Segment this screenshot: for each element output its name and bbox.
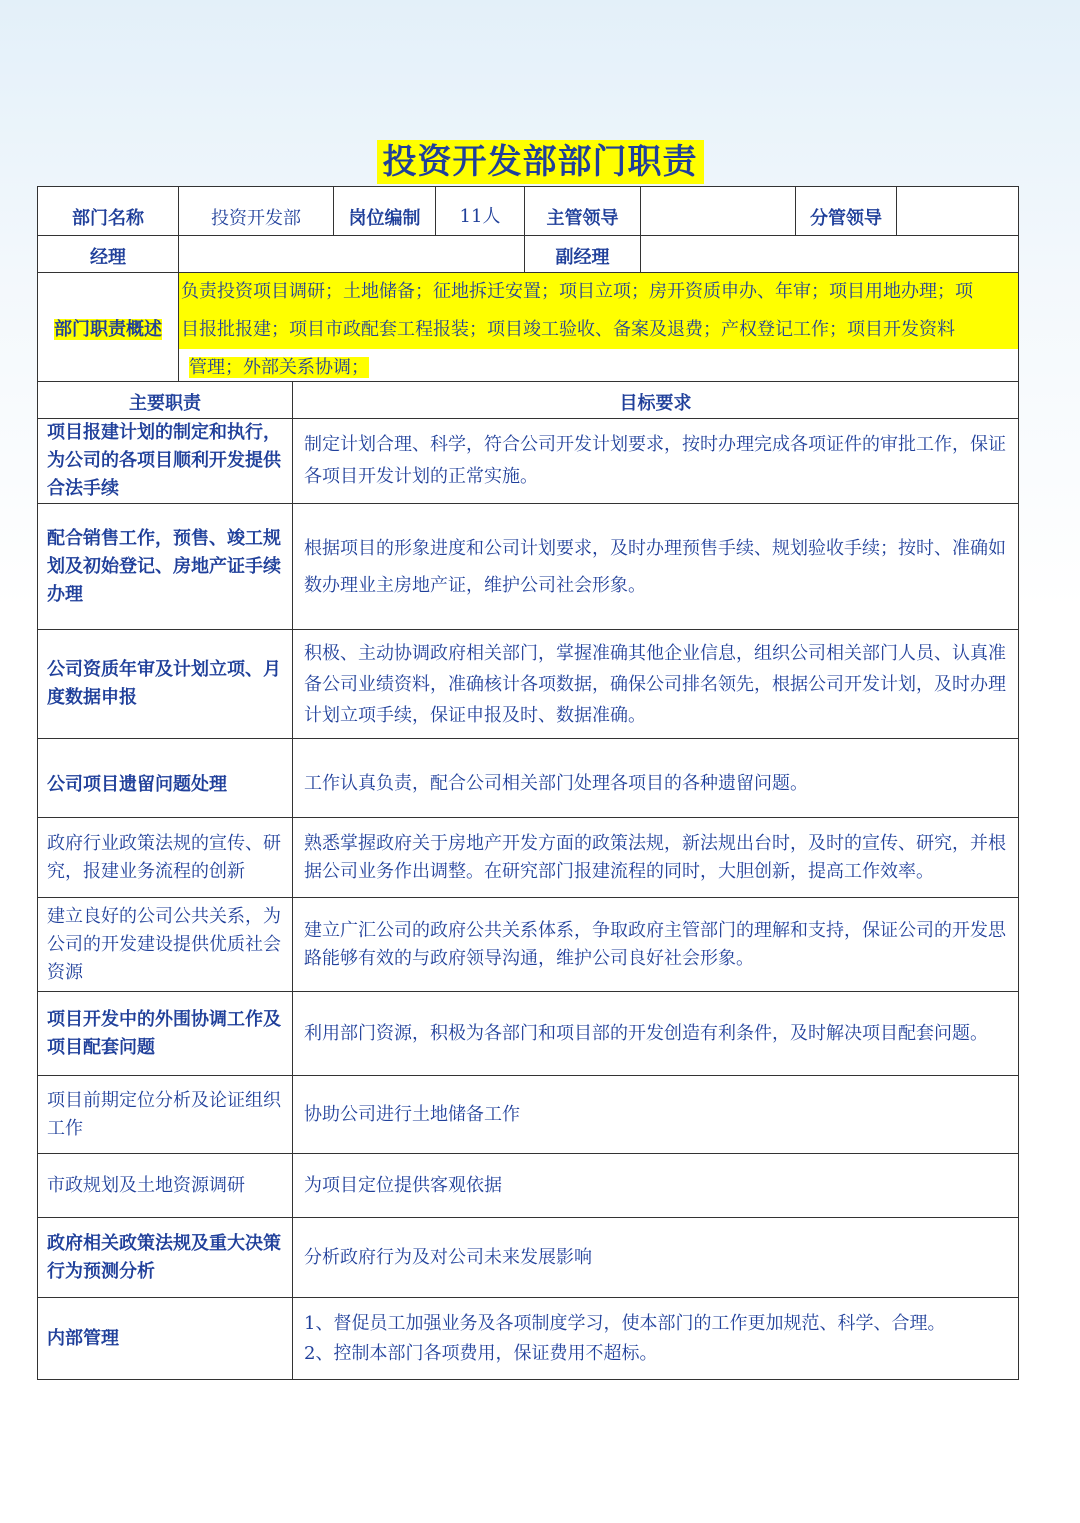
- table-row: [38, 504, 1019, 630]
- overview-label-cell: [38, 273, 179, 388]
- overview-line-2: 目报批报建；项目市政配套工程报装；项目竣工验收、备案及退费；产权登记工作；项目开发资料: [181, 319, 955, 340]
- page-title-wrap: [0, 140, 1080, 184]
- dept-name-value: 投资开发部: [179, 187, 334, 236]
- target-cell: [293, 1298, 1019, 1380]
- duty-cell: 公司资质年审及计划立项、月度数据申报: [38, 630, 293, 739]
- table-row: [38, 898, 1019, 992]
- target-line-1: 1、督促员工加强业务及各项制度学习，使本部门的工作更加规范、科学、合理。: [304, 1312, 946, 1334]
- target-cell: 为项目定位提供客观依据: [293, 1154, 1019, 1218]
- division-leader-label: 分管领导: [796, 187, 897, 236]
- table-row: [38, 1154, 1019, 1218]
- header-table: [37, 186, 1019, 388]
- table-row: [38, 1218, 1019, 1298]
- duty-cell: 市政规划及土地资源调研: [38, 1154, 293, 1218]
- duty-cell: 建立良好的公司公共关系，为公司的开发建设提供优质社会资源: [38, 898, 293, 992]
- table-row: [38, 1076, 1019, 1154]
- target-cell: 制定计划合理、科学，符合公司开发计划要求，按时办理完成各项证件的审批工作，保证各项目开发计划的正常实施。: [293, 419, 1019, 504]
- overview-label: 部门职责概述: [54, 319, 162, 340]
- col-header-duty: 主要职责: [38, 382, 293, 419]
- target-cell: 建立广汇公司的政府公共关系体系，争取政府主管部门的理解和支持，保证公司的开发思路能够有效的与政府领导沟通，维护公司良好社会形象。: [293, 898, 1019, 992]
- page-title: 投资开发部部门职责: [377, 140, 704, 184]
- supervisor-value: [641, 187, 796, 236]
- duty-cell: 项目报建计划的制定和执行，为公司的各项目顺利开发提供合法手续: [38, 419, 293, 504]
- duty-cell: 政府行业政策法规的宣传、研究，报建业务流程的创新: [38, 818, 293, 898]
- post-count-value: 11人: [436, 187, 525, 236]
- target-cell: 根据项目的形象进度和公司计划要求，及时办理预售手续、规划验收手续；按时、准确如数办理业主房地产证，维护公司社会形象。: [293, 504, 1019, 630]
- supervisor-label: 主管领导: [525, 187, 641, 236]
- overview-text: [179, 273, 1018, 349]
- division-leader-value: [897, 187, 1019, 236]
- overview-line-1: 负责投资项目调研；土地储备；征地拆迁安置；项目立项；房开资质申办、年审；项目用地办理；项: [181, 281, 973, 302]
- table-row: [38, 739, 1019, 818]
- dept-name-label: 部门名称: [38, 187, 179, 236]
- table-row: [38, 818, 1019, 898]
- table-row: [38, 630, 1019, 739]
- target-cell: 分析政府行为及对公司未来发展影响: [293, 1218, 1019, 1298]
- target-cell: 工作认真负责，配合公司相关部门处理各项目的各种遗留问题。: [293, 739, 1019, 818]
- manager-value: [179, 236, 525, 273]
- duty-cell: 配合销售工作，预售、竣工规划及初始登记、房地产证手续办理: [38, 504, 293, 630]
- table-row: [38, 419, 1019, 504]
- table-row: [38, 1298, 1019, 1380]
- overview-line-3: 管理；外部关系协调；: [189, 357, 369, 378]
- target-cell: 熟悉掌握政府关于房地产开发方面的政策法规，新法规出台时，及时的宣传、研究，并根据公司业务作出调整。在研究部门报建流程的同时，大胆创新，提高工作效率。: [293, 818, 1019, 898]
- duty-cell: 内部管理: [38, 1298, 293, 1380]
- target-cell: 协助公司进行土地储备工作: [293, 1076, 1019, 1154]
- post-count-label: 岗位编制: [334, 187, 436, 236]
- target-line-2: 2、控制本部门各项费用，保证费用不超标。: [304, 1342, 658, 1364]
- duties-table: [37, 381, 1019, 1380]
- manager-label: 经理: [38, 236, 179, 273]
- deputy-manager-label: 副经理: [525, 236, 641, 273]
- target-cell: 利用部门资源，积极为各部门和项目部的开发创造有利条件，及时解决项目配套问题。: [293, 992, 1019, 1076]
- table-row: [38, 992, 1019, 1076]
- overview-text-cell: [179, 273, 1019, 388]
- duty-cell: 项目开发中的外围协调工作及项目配套问题: [38, 992, 293, 1076]
- target-cell: 积极、主动协调政府相关部门，掌握准确其他企业信息，组织公司相关部门人员、认真准备公司业绩资料，准确核计各项数据，确保公司排名领先，根据公司开发计划，及时办理计划立项手续，保证申报及时、数据准确。: [293, 630, 1019, 739]
- col-header-target: 目标要求: [293, 382, 1019, 419]
- deputy-manager-value: [641, 236, 1019, 273]
- duty-cell: 政府相关政策法规及重大决策行为预测分析: [38, 1218, 293, 1298]
- duty-cell: 公司项目遗留问题处理: [38, 739, 293, 818]
- duty-cell: 项目前期定位分析及论证组织工作: [38, 1076, 293, 1154]
